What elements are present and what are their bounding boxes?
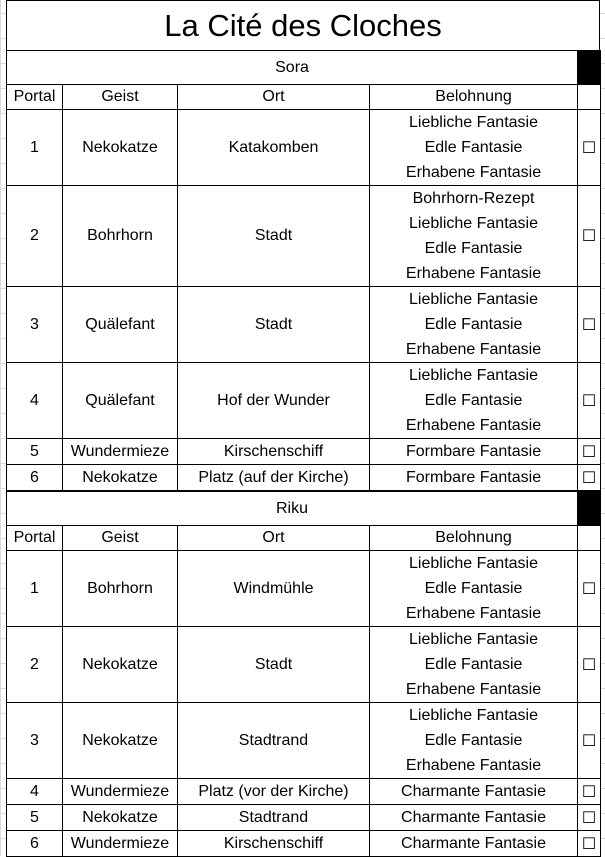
reward-item: Liebliche Fantasie — [409, 291, 538, 308]
portal-cell: 5 — [7, 439, 63, 465]
ort-cell: Windmühle — [178, 551, 370, 627]
geist-cell: Bohrhorn — [63, 551, 178, 627]
geist-cell: Bohrhorn — [63, 186, 178, 287]
reward-item: Edle Fantasie — [424, 392, 523, 409]
reward-item: Edle Fantasie — [424, 139, 523, 156]
geist-cell: Wundermieze — [63, 439, 178, 465]
table-row — [7, 186, 601, 287]
portal-cell: 2 — [7, 627, 63, 703]
portal-cell: 4 — [7, 363, 63, 439]
column-header-row — [7, 526, 601, 551]
ort-cell: Katakomben — [178, 110, 370, 186]
completion-checkbox[interactable]: ☐ — [578, 805, 601, 831]
geist-cell: Nekokatze — [63, 465, 178, 491]
ort-cell: Stadtrand — [178, 805, 370, 831]
section-heading: Sora — [7, 51, 578, 85]
section-table-sora — [6, 50, 601, 491]
portal-cell: 5 — [7, 805, 63, 831]
reward-item: Liebliche Fantasie — [409, 631, 538, 648]
ort-cell: Hof der Wunder — [178, 363, 370, 439]
checklist-document — [6, 0, 600, 857]
reward-cell — [370, 779, 578, 805]
portal-cell: 1 — [7, 551, 63, 627]
completion-checkbox[interactable]: ☐ — [578, 627, 601, 703]
empty-header-cell — [578, 526, 601, 551]
table-row — [7, 551, 601, 627]
portal-cell: 3 — [7, 703, 63, 779]
reward-item: Charmante Fantasie — [401, 783, 546, 800]
portal-cell: 6 — [7, 831, 63, 857]
geist-cell: Wundermieze — [63, 779, 178, 805]
reward-item: Charmante Fantasie — [401, 809, 546, 826]
reward-item: Charmante Fantasie — [401, 835, 546, 852]
reward-item: Liebliche Fantasie — [409, 367, 538, 384]
completion-checkbox[interactable]: ☐ — [578, 363, 601, 439]
reward-item: Erhabene Fantasie — [405, 757, 542, 774]
column-header: Belohnung — [370, 526, 578, 551]
geist-cell: Nekokatze — [63, 805, 178, 831]
reward-cell — [370, 627, 578, 703]
table-row — [7, 287, 601, 363]
reward-cell — [370, 551, 578, 627]
table-row — [7, 703, 601, 779]
completion-checkbox[interactable]: ☐ — [578, 831, 601, 857]
reward-cell — [370, 831, 578, 857]
section-marker — [578, 492, 601, 526]
portal-cell: 2 — [7, 186, 63, 287]
section-table-riku — [6, 491, 601, 857]
column-header: Geist — [63, 526, 178, 551]
reward-item: Erhabene Fantasie — [405, 681, 542, 698]
portal-cell: 3 — [7, 287, 63, 363]
geist-cell: Nekokatze — [63, 110, 178, 186]
reward-item: Edle Fantasie — [424, 316, 523, 333]
table-row — [7, 110, 601, 186]
portal-cell: 4 — [7, 779, 63, 805]
ort-cell: Stadtrand — [178, 703, 370, 779]
reward-item: Liebliche Fantasie — [409, 215, 538, 232]
reward-cell — [370, 703, 578, 779]
reward-item: Edle Fantasie — [424, 656, 523, 673]
reward-cell — [370, 805, 578, 831]
reward-cell — [370, 186, 578, 287]
geist-cell: Quälefant — [63, 287, 178, 363]
reward-cell — [370, 439, 578, 465]
ort-cell: Stadt — [178, 627, 370, 703]
sections-container — [6, 50, 600, 857]
column-header: Ort — [178, 85, 370, 110]
reward-item: Formbare Fantasie — [405, 469, 542, 486]
completion-checkbox[interactable]: ☐ — [578, 439, 601, 465]
ort-cell: Stadt — [178, 287, 370, 363]
reward-item: Erhabene Fantasie — [405, 605, 542, 622]
geist-cell: Nekokatze — [63, 627, 178, 703]
ort-cell: Stadt — [178, 186, 370, 287]
completion-checkbox[interactable]: ☐ — [578, 287, 601, 363]
column-header-row — [7, 85, 601, 110]
table-row — [7, 363, 601, 439]
reward-item: Liebliche Fantasie — [409, 114, 538, 131]
completion-checkbox[interactable]: ☐ — [578, 465, 601, 491]
ort-cell: Platz (auf der Kirche) — [178, 465, 370, 491]
reward-item: Liebliche Fantasie — [409, 707, 538, 724]
completion-checkbox[interactable]: ☐ — [578, 551, 601, 627]
column-header: Ort — [178, 526, 370, 551]
reward-item: Formbare Fantasie — [405, 443, 542, 460]
column-header: Portal — [7, 85, 63, 110]
completion-checkbox[interactable]: ☐ — [578, 703, 601, 779]
reward-item: Edle Fantasie — [424, 240, 523, 257]
completion-checkbox[interactable]: ☐ — [578, 779, 601, 805]
reward-item: Erhabene Fantasie — [405, 341, 542, 358]
empty-header-cell — [578, 85, 601, 110]
reward-item: Erhabene Fantasie — [405, 417, 542, 434]
geist-cell: Wundermieze — [63, 831, 178, 857]
column-header: Geist — [63, 85, 178, 110]
reward-item: Edle Fantasie — [424, 580, 523, 597]
reward-cell — [370, 363, 578, 439]
portal-cell: 6 — [7, 465, 63, 491]
reward-cell — [370, 465, 578, 491]
reward-item: Erhabene Fantasie — [405, 265, 542, 282]
reward-item: Bohrhorn-Rezept — [412, 190, 535, 207]
completion-checkbox[interactable]: ☐ — [578, 186, 601, 287]
section-marker — [578, 51, 601, 85]
table-row — [7, 627, 601, 703]
reward-item: Liebliche Fantasie — [409, 555, 538, 572]
portal-cell: 1 — [7, 110, 63, 186]
reward-item: Edle Fantasie — [424, 732, 523, 749]
completion-checkbox[interactable]: ☐ — [578, 110, 601, 186]
reward-item: Erhabene Fantasie — [405, 164, 542, 181]
reward-cell — [370, 287, 578, 363]
ort-cell: Platz (vor der Kirche) — [178, 779, 370, 805]
table-row — [7, 465, 601, 491]
page-title: La Cité des Cloches — [6, 0, 600, 50]
table-row — [7, 805, 601, 831]
table-row — [7, 439, 601, 465]
ort-cell: Kirschenschiff — [178, 831, 370, 857]
ort-cell: Kirschenschiff — [178, 439, 370, 465]
geist-cell: Quälefant — [63, 363, 178, 439]
reward-cell — [370, 110, 578, 186]
section-heading: Riku — [7, 492, 578, 526]
table-row — [7, 779, 601, 805]
geist-cell: Nekokatze — [63, 703, 178, 779]
column-header: Portal — [7, 526, 63, 551]
table-row — [7, 831, 601, 857]
column-header: Belohnung — [370, 85, 578, 110]
